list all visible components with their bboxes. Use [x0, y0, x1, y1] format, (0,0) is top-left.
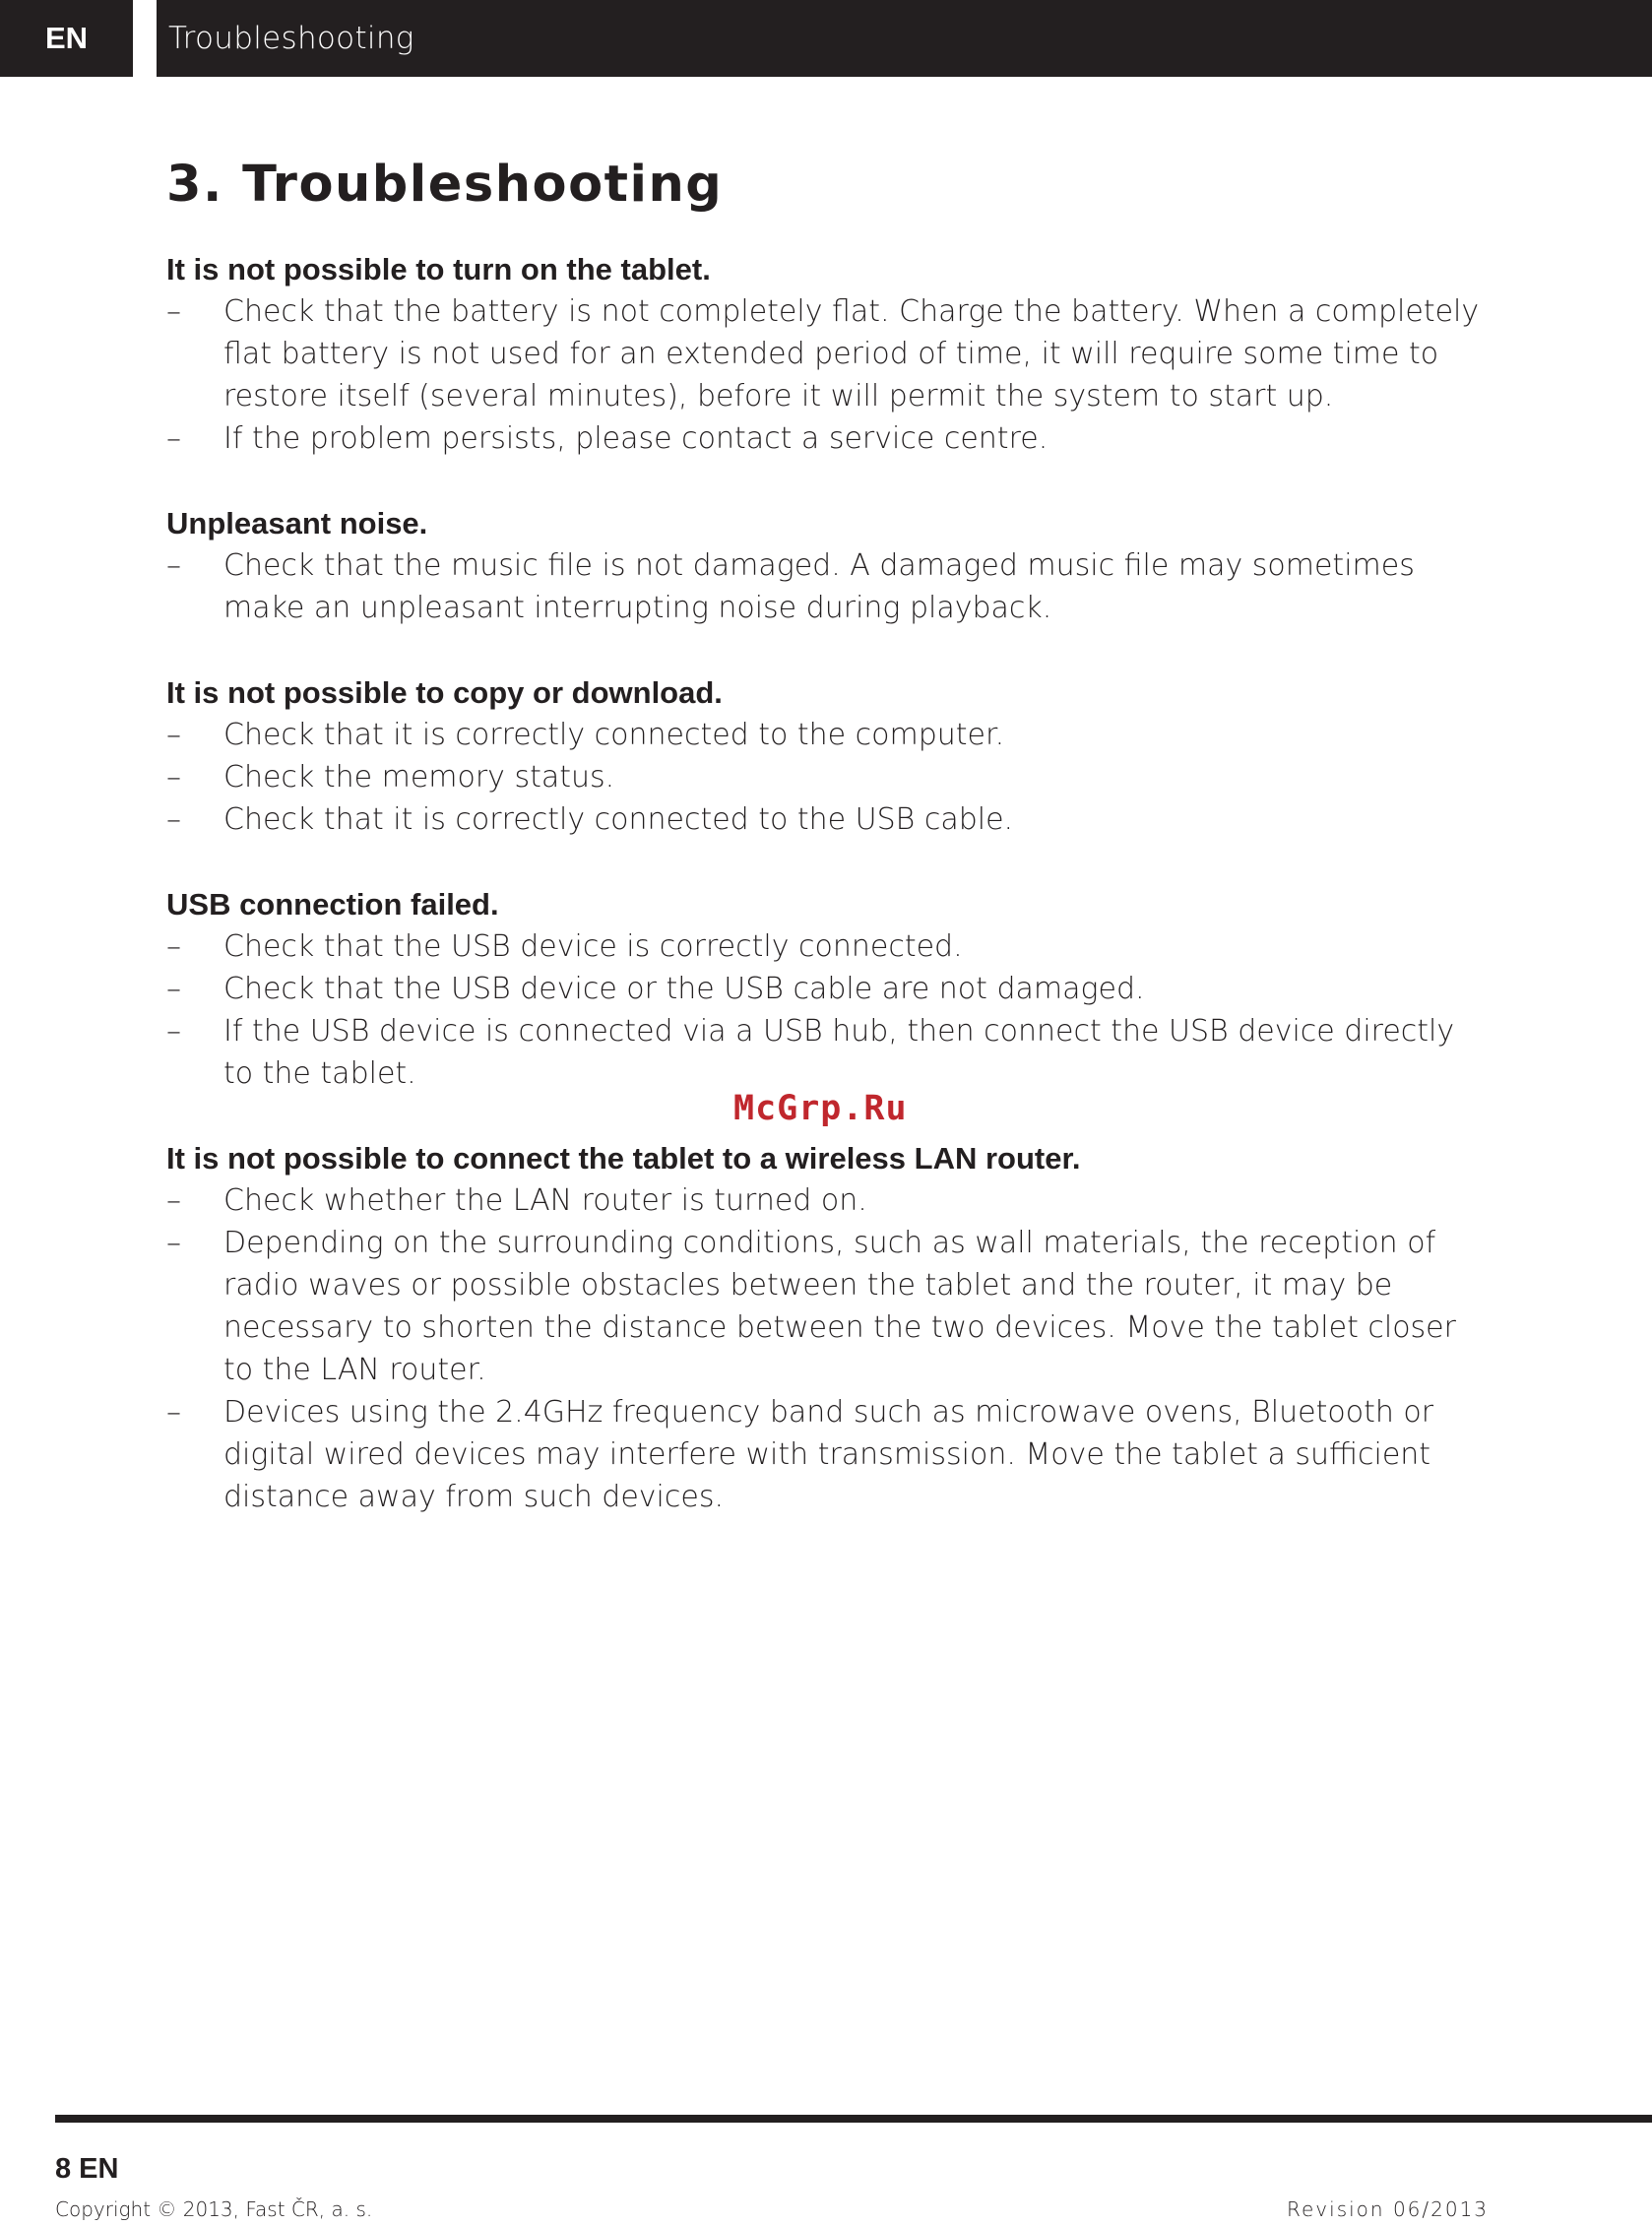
dash-bullet: – — [166, 760, 181, 795]
list-item — [166, 1222, 1486, 1391]
watermark-text: McGrp.Ru — [733, 1089, 908, 1128]
item-text: Check that it is correctly connected to the USB cable. — [223, 802, 1014, 837]
section-copy-download — [166, 671, 1486, 841]
footer-rule — [55, 2115, 1652, 2123]
item-list — [166, 925, 1486, 1095]
dash-bullet: – — [166, 1226, 181, 1260]
section-wireless-lan — [166, 1137, 1486, 1518]
list-item — [166, 1010, 1486, 1095]
page-number: 8 EN — [55, 2153, 119, 2185]
list-item — [166, 925, 1486, 968]
item-text: Check that the USB device or the USB cable are not damaged. — [223, 972, 1145, 1006]
item-list — [166, 544, 1486, 629]
dash-bullet: – — [166, 929, 181, 964]
dash-bullet: – — [166, 1395, 181, 1430]
item-text: Check that it is correctly connected to the computer. — [223, 718, 1005, 752]
header-section-title: Troubleshooting — [157, 0, 1652, 77]
list-item — [166, 544, 1486, 629]
section-tablet-power — [166, 248, 1486, 460]
dash-bullet: – — [166, 1014, 181, 1049]
item-text: Devices using the 2.4GHz frequency band such as microwave ovens, Bluetooth or digital wired devices may interfere with transmission. Move the tablet a sufficient distance away from such devices. — [223, 1395, 1434, 1514]
dash-bullet: – — [166, 1183, 181, 1218]
section-heading: Unpleasant noise. — [166, 506, 428, 541]
dash-bullet: – — [166, 421, 181, 456]
item-text: Check the memory status. — [223, 760, 615, 795]
copyright-text: Copyright © 2013, Fast ČR, a. s. — [55, 2197, 373, 2221]
section-heading: It is not possible to turn on the tablet. — [166, 252, 711, 286]
dash-bullet: – — [166, 294, 181, 329]
language-tab: EN — [0, 0, 133, 77]
item-text: Check that the music file is not damaged. A damaged music file may sometimes make an unpleasant interrupting noise during playback. — [223, 548, 1415, 625]
list-item — [166, 1179, 1486, 1222]
section-usb-connection — [166, 883, 1486, 1095]
item-text: Check whether the LAN router is turned on. — [223, 1183, 867, 1218]
revision-text: Revision 06/2013 — [1287, 2197, 1490, 2221]
list-item — [166, 756, 1486, 798]
section-noise — [166, 502, 1486, 629]
item-list — [166, 1179, 1486, 1518]
section-heading: USB connection failed. — [166, 887, 499, 922]
dash-bullet: – — [166, 548, 181, 583]
item-text: If the USB device is connected via a USB hub, then connect the USB device directly to the tablet. — [223, 1014, 1455, 1091]
item-text: Check that the battery is not completely flat. Charge the battery. When a completely flat battery is not used for an extended period of time, it will require some time to restore itself (several minutes), before it will permit the system to start up. — [223, 294, 1480, 413]
list-item — [166, 290, 1486, 417]
list-item — [166, 798, 1486, 841]
section-heading: It is not possible to connect the tablet to a wireless LAN router. — [166, 1141, 1081, 1176]
list-item — [166, 714, 1486, 756]
item-text: Depending on the surrounding conditions, such as wall materials, the reception of radio waves or possible obstacles between the tablet and the router, it may be necessary to shorten the distance between the two devices. Move the tablet closer to the LAN router. — [223, 1226, 1456, 1387]
section-heading: It is not possible to copy or download. — [166, 675, 723, 710]
list-item — [166, 417, 1486, 460]
item-list — [166, 714, 1486, 841]
list-item — [166, 968, 1486, 1010]
troubleshooting-content — [166, 248, 1486, 1560]
list-item — [166, 1391, 1486, 1518]
item-text: Check that the USB device is correctly connected. — [223, 929, 963, 964]
page-title: 3. Troubleshooting — [166, 156, 724, 214]
item-list — [166, 290, 1486, 460]
dash-bullet: – — [166, 972, 181, 1006]
dash-bullet: – — [166, 718, 181, 752]
dash-bullet: – — [166, 802, 181, 837]
item-text: If the problem persists, please contact a service centre. — [223, 421, 1048, 456]
